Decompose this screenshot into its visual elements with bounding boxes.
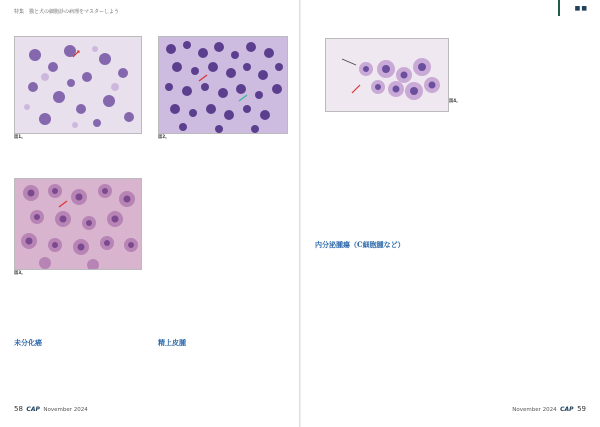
- figure-4-caption: 図4。: [449, 98, 461, 103]
- magazine-logo-right: CAP: [560, 406, 574, 413]
- figure-3-caption: 図3。: [14, 270, 26, 275]
- page-number-left: 58: [14, 405, 23, 413]
- figure-2-caption: 図2。: [158, 134, 170, 139]
- folio-left: [14, 405, 88, 413]
- corner-bar: [558, 0, 560, 16]
- micrograph-1-image: [15, 37, 141, 133]
- micrograph-2-image: [159, 37, 287, 133]
- magazine-logo-left: CAP: [26, 406, 40, 413]
- running-head: 特集 猫と犬の細胞診の病理をマスターしよう: [14, 9, 120, 15]
- figure-1-caption: 図1。: [14, 134, 26, 139]
- page-number-right: 59: [577, 405, 586, 413]
- issue-date-left: November 2024: [43, 407, 88, 413]
- corner-mark: ■■: [574, 5, 588, 12]
- micrograph-figure-4: [325, 38, 449, 112]
- issue-date-right: November 2024: [512, 407, 557, 413]
- folio-right: [512, 405, 586, 413]
- micrograph-figure-1: [14, 36, 142, 134]
- micrograph-figure-3: [14, 178, 142, 270]
- section-heading-left: 未分化癌: [14, 338, 42, 347]
- micrograph-4-image: [326, 39, 448, 111]
- section-heading-left-col2: 精上皮腫: [158, 338, 186, 347]
- micrograph-figure-2: [158, 36, 288, 134]
- section-heading-right: 内分泌腫瘍（C細胞腫など）: [315, 240, 405, 249]
- left-page: [0, 0, 299, 427]
- right-page: [301, 0, 600, 427]
- micrograph-3-image: [15, 179, 141, 269]
